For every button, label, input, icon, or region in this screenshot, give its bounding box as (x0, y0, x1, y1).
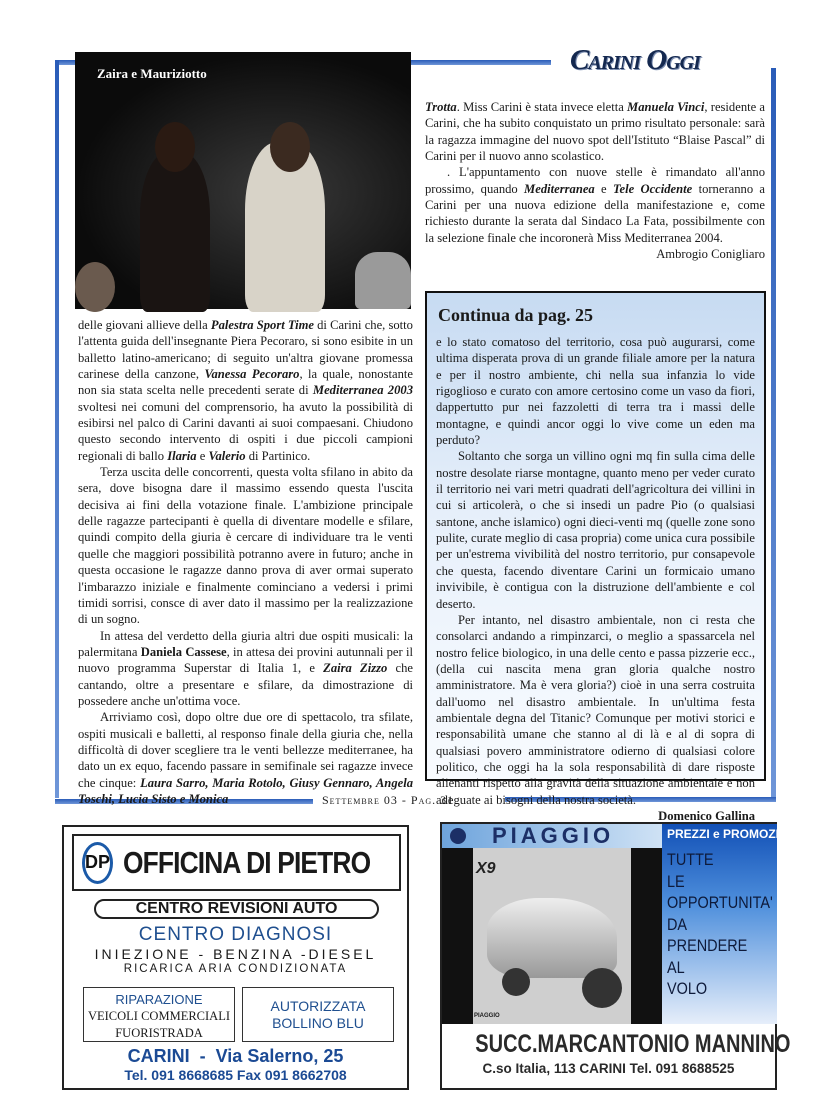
promo-word: PRENDERE (667, 936, 748, 955)
photo-caption: Zaira e Mauriziotto (97, 66, 207, 81)
officina-name: OFFICINA DI PIETRO (123, 844, 371, 880)
text-run: delle giovani allieve della (78, 318, 211, 332)
small-brand: PIAGGIO (474, 1013, 500, 1019)
emphasized-name: Vanessa Pecoraro (204, 367, 300, 382)
masthead: Carini Oggi (570, 44, 700, 76)
emphasized-name: Laura Sarro, Maria Rotolo, Giusy Gennaro, Angela Toschi, Lucia Sisto e Monica (78, 775, 413, 806)
text-run: , la quale, nonostante non sia stata scelta nelle precedenti serate di (78, 367, 413, 398)
emphasized-name: Zaira Zizzo (323, 661, 388, 676)
promo-word: OPPORTUNITA' (667, 893, 773, 912)
piaggio-logo-icon (450, 828, 466, 844)
emphasized-name: Daniela Cassese (140, 644, 227, 659)
box2-line: AUTORIZZATA (270, 998, 366, 1014)
officina-address: CARINI - Via Salerno, 25 (127, 1046, 344, 1066)
paragraph (436, 448, 755, 611)
promo-word: AL (667, 957, 685, 977)
box1-line: VEICOLI COMMERCIALI (87, 1009, 230, 1023)
box1-line: RIPARAZIONE (115, 992, 203, 1007)
promo-words (667, 849, 773, 1000)
ad-piaggio (440, 822, 801, 1090)
officina-logo: DP (82, 842, 113, 884)
text-run: Terza uscita delle concorrenti, questa volta sfilano in abito da sera, dove bisogna dare il massimo essendo questa l'uscita decisiva ai fini della votazione finale. L'ambizione principale delle ragazze partecipanti è quella di diventare modelle e sfilare, quindi compito della giuria è cercare di individuare tra le venti quelle che maggiori possibilità potranno avere in futuro; anche in questa occasione le ragazze danno prova di aver ormai superato l'imbarazzo iniziale e finalmente cominciano a vedersi i primi timidi sorrisi, consce di aver dato il massimo per la realizzazione di un sogno. (78, 465, 413, 627)
emphasized-name: Mediterranea (524, 181, 595, 196)
text-run: Arriviamo così, dopo oltre due ore di spettacolo, tra sfilate, ospiti musicali e balletti, al responso finale della giuria che, nella difficoltà di dover scegliere tra le venti bellezze mediterranee, ha dato un ex equo, facendo passare in semifinale sei ragazze invece che cinque: (78, 710, 413, 790)
revisioni-label: CENTRO REVISIONI AUTO (94, 899, 379, 919)
frame-rule-left (55, 60, 59, 798)
ad-officina-di-pietro (62, 825, 409, 1090)
promo-word: VOLO (667, 979, 708, 998)
text-run: , in attesa dei provini autunnali per il nuovo programma Superstar di Italia 1, e (78, 644, 414, 676)
paragraph (425, 164, 765, 246)
text-run: , residente a Carini, che ha subito conquistato un primo risultato personale: sarà la ragazza immagine del nuovo spot dell'Istituto “Blaise Pascal” di Carini per il nuovo anno scolastico. (425, 100, 765, 164)
page-footer: Settembre 03 - Pag. 31 (322, 793, 455, 807)
promo-word: DA (667, 914, 688, 934)
emphasized-name: Valerio (208, 448, 246, 463)
continued-article-box (425, 291, 766, 823)
text-run: torneranno a Carini per una nuova edizione della manifestazione e, come richiesto durante la serata dal Sindaco La Fata, possibilmente con la selezione finale che incoronerà Miss Mediterranea 2004. (425, 181, 766, 245)
text-run: e (594, 181, 613, 196)
box-text (436, 334, 755, 808)
text-run: che cantando, oltre a presentare e sfilare, da dimostrazione di possedere anche un'ottima voce. (78, 661, 413, 708)
promo-panel (662, 824, 801, 1024)
dealer-address: C.so Italia, 113 CARINI Tel. 091 8688525 (482, 1061, 735, 1076)
text-run: In attesa del verdetto della giuria altri due ospiti musicali: la palermitana (78, 628, 413, 659)
promo-word: TUTTE (667, 850, 714, 869)
text-run: e (196, 448, 209, 463)
article-photo (75, 52, 411, 309)
paragraph (78, 464, 413, 627)
frame-rule-top-right (411, 60, 551, 65)
box-author: Domenico Gallina (658, 808, 755, 823)
text-run: svoltesi nei comuni del comprensorio, ha avuto la possibilità di esibirsi nel palco di Carini davanti ai suoi compaesani. Chiudono questo secondo intervento di ospiti i due piccoli campioni regionali di ballo (78, 399, 413, 463)
box-title: Continua da pag. 25 (438, 305, 594, 325)
promo-title: PREZZI e PROMOZIONI (667, 827, 801, 841)
model-label: X9 (476, 860, 496, 877)
text-run: Per intanto, nel disastro ambientale, non ci resta che consolarci andando a rimpinzarci, o meglio a spassarcela nel nostro felice biologico, in una delle cento e passa pizzerie ecc., (della cui nascita mena gran gloria qualche nostro amministratore. Ma è vera gloria?) cioè in una serra costruita dall'uomo nel disastro ambientale. In un'ultima festa ambientale degna del Titanic? Comunque per motivi storici e responsabilità umane che stanno al di là e al di sopra di qualsiasi povero amministratore odierno di qualsiasi colore politico, che oggi ha la sola responsabilità di dare risposte alienanti rispetto alla gravità della situazione ambientale e non adeguate ai bisogni della nostra società. (436, 612, 755, 807)
air-label: RICARICA ARIA CONDIZIONATA (123, 963, 348, 975)
box1-line: FUORISTRADA (115, 1026, 203, 1040)
dealer-name: SUCC.MARCANTONIO MANNINO (475, 1030, 791, 1058)
officina-phone: Tel. 091 8668685 Fax 091 8662708 (124, 1067, 347, 1083)
text-run: di Partinico. (245, 448, 311, 463)
text-run: di Carini che, sotto l'attenta guida dell'insegnante Piera Pecoraro, si sono esibite in un balletto latino-americano; di seguito un'altra giovane promessa carinese della canzone, (78, 318, 413, 382)
piaggio-brand: PIAGGIO (492, 823, 615, 848)
text-run: . Miss Carini è stata invece eletta (456, 100, 628, 114)
paragraph (436, 334, 755, 448)
paragraph (436, 612, 755, 808)
frame-rule-right (771, 68, 776, 802)
riparazione-box (83, 987, 235, 1042)
paragraph (425, 99, 765, 164)
emphasized-name: Manuela Vinci (627, 100, 705, 114)
promo-word: LE (667, 871, 685, 891)
paragraph (78, 628, 413, 710)
emphasized-name: Tele Occidente (612, 181, 693, 196)
box2-line: BOLLINO BLU (272, 1015, 364, 1031)
text-run: . L'appuntamento con nuove stelle è rimandato all'anno prossimo, quando (425, 165, 765, 196)
paragraph (78, 317, 413, 464)
article-left-column (78, 317, 413, 807)
emphasized-name: Mediterranea 2003 (312, 383, 413, 398)
emphasized-name: Trotta (425, 100, 457, 114)
scooter-image (442, 848, 662, 1024)
emphasized-name: Ilaria (167, 448, 197, 463)
article-author: Ambrogio Conigliaro (656, 247, 765, 262)
diagnosi-label: CENTRO DIAGNOSI (138, 924, 333, 945)
fuel-label: INIEZIONE - BENZINA -DIESEL (94, 946, 377, 962)
text-run: e lo stato comatoso del territorio, cosa può augurarsi, come ultima disperata prova di un grande filiale amore per la natura e per il nostro ambiente, chi nella sua infanzia lo vide rigoglioso e curato con amore certosino come un vaso da fiori, dappertutto pur nei fazzoletti di terra tra i massi delle montagne, e quindi ancor oggi lo vive come un eden ma perduto? (436, 335, 755, 448)
article-right-column (425, 99, 765, 262)
emphasized-name: Palestra Sport Time (210, 318, 314, 332)
text-run: Soltanto che sorga un villino ogni mq fin sulla cima delle nostre desolate riarse montagne, quanto meno per veder curato il territorio nei vari metri quadrati dell'agricoltura dei villini in cui si articolerà, o che si insedi un padre Pio (o qualsiasi santone, anche islamico) ogni dieci-venti mq (quelle zone sono pulite, curate meglio di casa propria) come unica cura possibile per un'estrema vivibilità del nostro territorio, pur consapevole che questa, facendo diventare Carini un formicaio umano invivibile, è contigua con la distruzione dell'ambiente e col deserto. (436, 449, 755, 611)
bollino-box (242, 987, 394, 1042)
